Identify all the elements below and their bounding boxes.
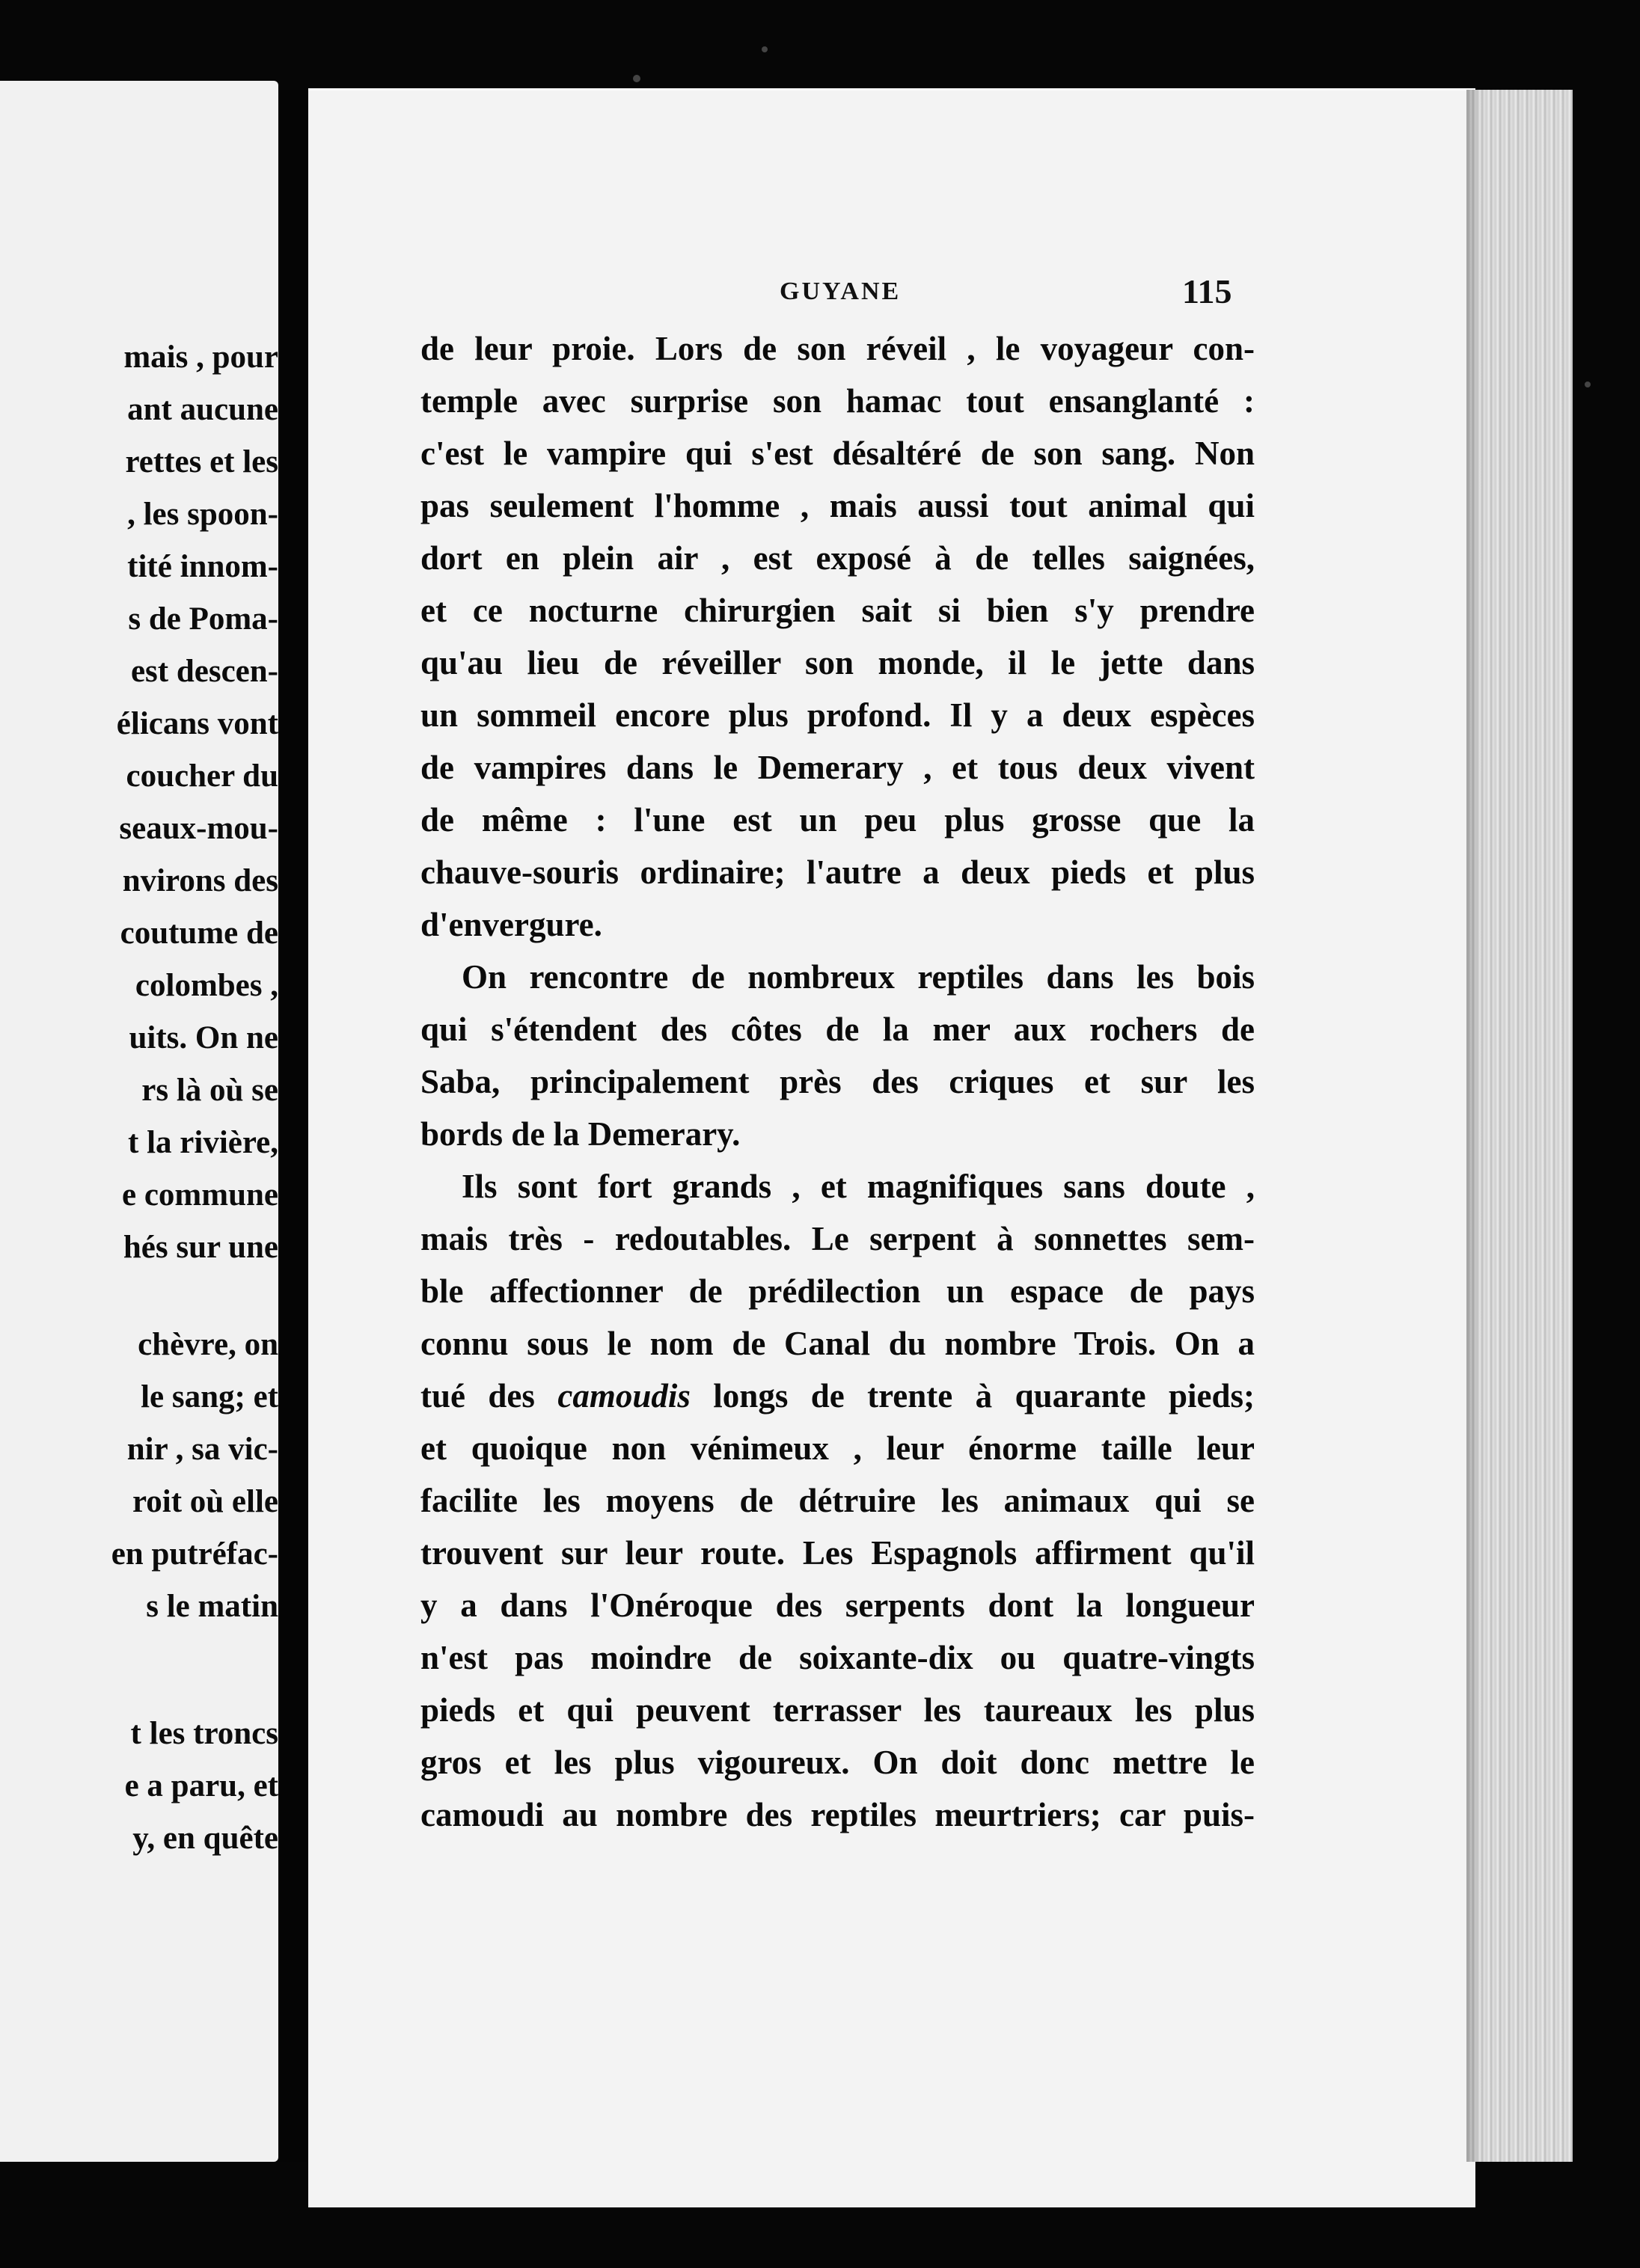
text-line: un sommeil encore plus profond. Il y a deux espèces <box>420 696 1255 734</box>
text-line: et ce nocturne chirurgien sait si bien s'y prendre <box>420 592 1255 629</box>
previous-page-line: s le matin <box>146 1589 278 1624</box>
text-line: pas seulement l'homme , mais aussi tout animal qui <box>420 487 1255 524</box>
running-title: GUYANE <box>780 278 902 305</box>
text-line: y a dans l'Onéroque des serpents dont la longueur <box>420 1587 1255 1624</box>
previous-page-line: y, en quête <box>132 1821 278 1856</box>
current-page <box>308 88 1475 2207</box>
text-line: temple avec surprise son hamac tout ensanglanté : <box>420 382 1255 420</box>
previous-page-line: élicans vont <box>116 706 278 741</box>
previous-page-line: mais , pour <box>123 340 278 375</box>
text-line: camoudi au nombre des reptiles meurtriers; car puis- <box>420 1796 1255 1833</box>
text-line: qu'au lieu de réveiller son monde, il le jette dans <box>420 644 1255 681</box>
text-line: qui s'étendent des côtes de la mer aux rochers de <box>420 1011 1255 1048</box>
text-line: c'est le vampire qui s'est désaltéré de son sang. Non <box>420 435 1255 472</box>
scan-speck <box>762 46 768 52</box>
scan-speck <box>1585 381 1591 387</box>
italic-term: camoudis <box>557 1377 691 1415</box>
previous-page-line: s de Poma- <box>128 601 278 637</box>
scan-speck <box>633 75 640 82</box>
previous-page-line: nir , sa vic- <box>126 1432 278 1467</box>
text-line: de même : l'une est un peu plus grosse que la <box>420 801 1255 839</box>
previous-page-line: e a paru, et <box>124 1768 278 1803</box>
text-line: pieds et qui peuvent terrasser les taureaux les plus <box>420 1691 1255 1729</box>
previous-page-line: coucher du <box>126 758 278 794</box>
previous-page-line: ant aucune <box>127 392 278 427</box>
book-gutter <box>278 90 308 2162</box>
previous-page-line: nvirons des <box>122 863 278 898</box>
text-line: gros et les plus vigoureux. On doit donc mettre le <box>420 1744 1255 1781</box>
text-line: trouvent sur leur route. Les Espagnols affirment qu'il <box>420 1534 1255 1572</box>
previous-page-line: coutume de <box>120 916 278 951</box>
text-line: Ils sont fort grands , et magnifiques sans doute , <box>462 1168 1255 1205</box>
previous-page-line: uits. On ne <box>129 1020 278 1055</box>
previous-page-line: est descen- <box>130 654 278 689</box>
text-line: connu sous le nom de Canal du nombre Trois. On a <box>420 1325 1255 1362</box>
text-line: Saba, principalement près des criques et sur les <box>420 1063 1255 1100</box>
previous-page-line: t les troncs <box>130 1716 278 1751</box>
previous-page-line: rs là où se <box>141 1073 278 1108</box>
previous-page-line: t la rivière, <box>128 1125 278 1160</box>
text-line: de vampires dans le Demerary , et tous deux vivent <box>420 749 1255 786</box>
previous-page-line: roit où elle <box>132 1484 278 1519</box>
text-line: de leur proie. Lors de son réveil , le voyageur con- <box>420 330 1255 367</box>
previous-page-line: hés sur une <box>123 1230 278 1265</box>
text-line: bords de la Demerary. <box>420 1115 741 1153</box>
text-line: chauve-souris ordinaire; l'autre a deux pieds et plus <box>420 853 1255 891</box>
text-line: On rencontre de nombreux reptiles dans les bois <box>462 958 1255 996</box>
text-segment: tué des <box>420 1377 535 1415</box>
previous-page-line: en putréfac- <box>111 1536 278 1572</box>
text-line: facilite les moyens de détruire les animaux qui se <box>420 1482 1255 1519</box>
previous-page-text <box>0 81 278 2162</box>
page-number: 115 <box>1182 272 1232 310</box>
text-line: n'est pas moindre de soixante-dix ou quatre-vingts <box>420 1639 1255 1676</box>
page-header <box>308 272 1475 322</box>
previous-page-line: tité innom- <box>127 549 278 584</box>
stacked-page-edges <box>1466 90 1573 2162</box>
previous-page-line: , les spoon- <box>127 497 278 532</box>
page-edge-shadow <box>1466 90 1481 2162</box>
text-line: ble affectionner de prédilection un espace de pays <box>420 1272 1255 1310</box>
previous-page-line: rettes et les <box>125 444 278 479</box>
text-line: et quoique non vénimeux , leur énorme taille leur <box>420 1429 1255 1467</box>
text-line <box>420 1370 1255 1422</box>
text-line: mais très - redoutables. Le serpent à sonnettes sem- <box>420 1220 1255 1257</box>
previous-page-line: chèvre, on <box>138 1327 278 1362</box>
previous-page <box>0 81 278 2162</box>
previous-page-line: le sang; et <box>141 1379 278 1415</box>
text-line: dort en plein air , est exposé à de telles saignées, <box>420 539 1255 577</box>
previous-page-line: colombes , <box>135 968 278 1003</box>
previous-page-line: e commune <box>122 1177 278 1213</box>
text-segment: longs de trente à quarante pieds; <box>713 1377 1255 1415</box>
previous-page-line: seaux-mou- <box>119 811 278 846</box>
text-line: d'envergure. <box>420 906 602 943</box>
